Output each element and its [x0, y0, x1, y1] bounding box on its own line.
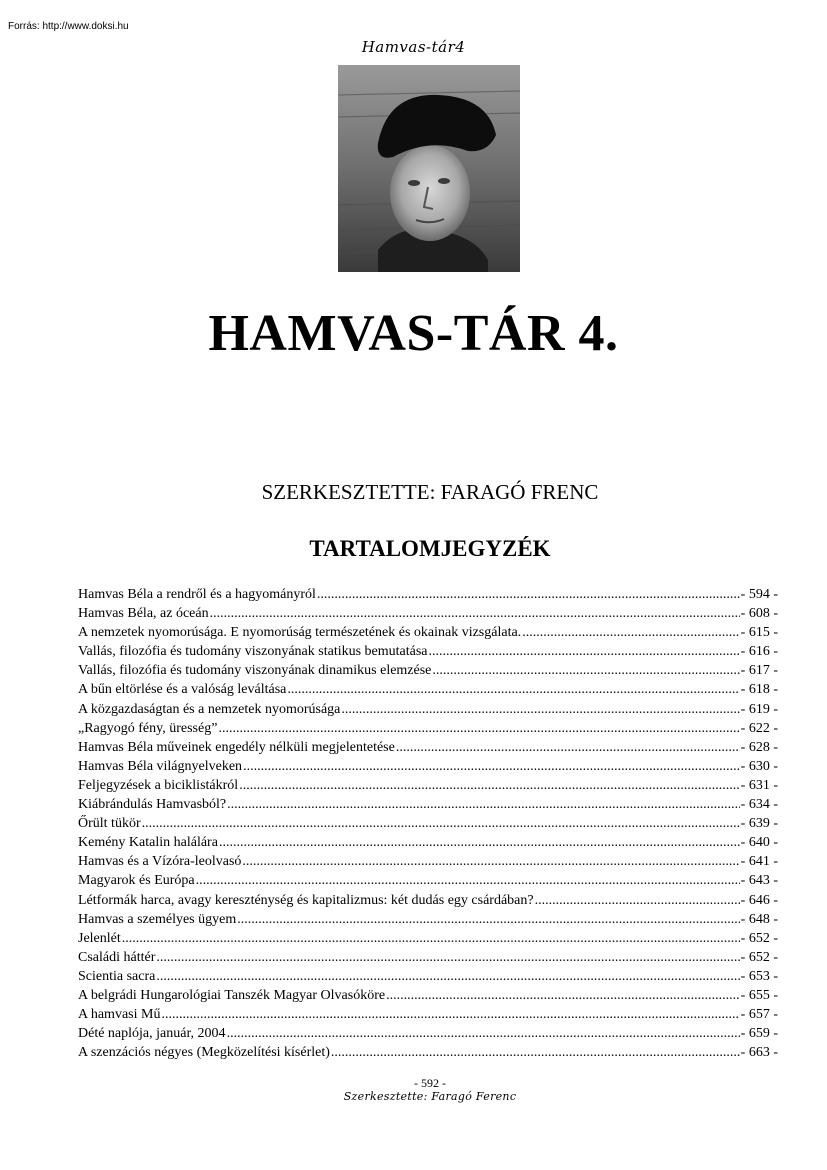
toc-leader-dots — [331, 1043, 740, 1062]
portrait-illustration — [338, 65, 520, 272]
toc-entry-page: - 628 - — [740, 739, 778, 755]
toc-entry-title: Hamvas a személyes ügyem — [78, 911, 237, 927]
toc-entry-page: - 617 - — [740, 663, 778, 679]
toc-entry-title: A hamvasi Mű — [78, 1007, 161, 1023]
toc-entry[interactable] — [78, 700, 778, 719]
toc-leader-dots — [122, 929, 740, 948]
toc-entry-page: - 659 - — [740, 1026, 778, 1042]
toc-entry-page: - 641 - — [740, 854, 778, 870]
toc-leader-dots — [156, 967, 739, 986]
toc-entry-title: Vallás, filozófia és tudomány viszonyának statikus bemutatása — [78, 644, 428, 660]
toc-entry[interactable] — [78, 814, 778, 833]
toc-entry-title: A közgazdaságtan és a nemzetek nyomorúsága — [78, 701, 341, 717]
toc-entry[interactable] — [78, 604, 778, 623]
toc-entry-page: - 631 - — [740, 777, 778, 793]
toc-entry-page: - 608 - — [740, 606, 778, 622]
toc-entry[interactable] — [78, 1024, 778, 1043]
toc-entry[interactable] — [78, 967, 778, 986]
toc-leader-dots — [196, 871, 740, 890]
toc-entry[interactable] — [78, 1043, 778, 1062]
toc-entry[interactable] — [78, 852, 778, 871]
toc-heading: TARTALOMJEGYZÉK — [309, 536, 551, 561]
toc-entry-title: A bűn eltörlése és a valóság leváltása — [78, 682, 287, 698]
toc-entry[interactable] — [78, 910, 778, 929]
toc-entry-title: Feljegyzések a biciklistákról — [78, 777, 239, 793]
toc-entry[interactable] — [78, 871, 778, 890]
running-header: Hamvas-tár4 — [361, 38, 466, 56]
toc-leader-dots — [219, 833, 740, 852]
toc-entry-title: Kiábrándulás Hamvasból? — [78, 797, 227, 813]
toc-entry-page: - 616 - — [740, 644, 778, 660]
toc-entry-title: Hamvas Béla, az óceán — [78, 606, 209, 622]
toc-entry-title: Kemény Katalin halálára — [78, 835, 218, 851]
toc-leader-dots — [396, 738, 740, 757]
toc-entry-title: Dété naplója, január, 2004 — [78, 1026, 226, 1042]
editor-line: SZERKESZTETTE: FARAGÓ FRENC — [261, 480, 599, 504]
toc-entry[interactable] — [78, 738, 778, 757]
toc-entry-page: - 663 - — [740, 1045, 778, 1061]
toc-entry-title: Magyarok és Európa — [78, 873, 195, 889]
toc-leader-dots — [227, 795, 740, 814]
toc-entry-page: - 646 - — [740, 892, 778, 908]
toc-entry-title: Hamvas Béla műveinek engedély nélküli megjelentetése — [78, 739, 395, 755]
toc-leader-dots — [242, 852, 739, 871]
toc-entry-page: - 639 - — [740, 816, 778, 832]
toc-entry-title: A nemzetek nyomorúsága. E nyomorúság természetének és okainak vizsgálata. — [78, 625, 522, 641]
toc-entry-title: Családi háttér — [78, 949, 156, 965]
toc-entry-page: - 655 - — [740, 987, 778, 1003]
toc-entry-page: - 648 - — [740, 911, 778, 927]
toc-entry-page: - 640 - — [740, 835, 778, 851]
toc-leader-dots — [161, 1005, 739, 1024]
toc-entry[interactable] — [78, 642, 778, 661]
toc-leader-dots — [243, 757, 740, 776]
source-note: Forrás: http://www.doksi.hu — [8, 21, 129, 32]
toc-leader-dots — [237, 910, 739, 929]
toc-leader-dots — [429, 642, 740, 661]
toc-entry-page: - 652 - — [740, 949, 778, 965]
toc-leader-dots — [317, 585, 740, 604]
toc-entry-title: A belgrádi Hungarológiai Tanszék Magyar Olvasóköre — [78, 987, 386, 1003]
page-number: - 592 - — [414, 1076, 446, 1090]
toc-entry[interactable] — [78, 585, 778, 604]
toc-entry-page: - 619 - — [740, 701, 778, 717]
toc-entry[interactable] — [78, 948, 778, 967]
toc-entry-title: Őrült tükör — [78, 816, 141, 832]
toc-entry-page: - 634 - — [740, 797, 778, 813]
toc-entry[interactable] — [78, 757, 778, 776]
toc-entry[interactable] — [78, 776, 778, 795]
table-of-contents — [78, 585, 778, 1062]
footer-signature: Szerkesztette: Faragó Ferenc — [343, 1090, 517, 1103]
toc-entry[interactable] — [78, 833, 778, 852]
toc-entry-title: Hamvas Béla világnyelveken — [78, 758, 243, 774]
toc-leader-dots — [386, 986, 740, 1005]
toc-entry-title: Vallás, filozófia és tudomány viszonyának dinamikus elemzése — [78, 663, 432, 679]
toc-entry[interactable] — [78, 680, 778, 699]
toc-entry[interactable] — [78, 661, 778, 680]
toc-entry-title: A szenzációs négyes (Megközelítési kísérlet) — [78, 1045, 330, 1061]
toc-entry[interactable] — [78, 929, 778, 948]
toc-entry[interactable] — [78, 795, 778, 814]
author-portrait-photo — [338, 65, 520, 272]
toc-entry-page: - 615 - — [740, 625, 778, 641]
toc-leader-dots — [535, 891, 740, 910]
toc-entry-title: Scientia sacra — [78, 968, 156, 984]
toc-entry[interactable] — [78, 1005, 778, 1024]
toc-leader-dots — [156, 948, 739, 967]
toc-leader-dots — [218, 719, 739, 738]
toc-leader-dots — [432, 661, 739, 680]
toc-entry[interactable] — [78, 986, 778, 1005]
toc-entry-title: Hamvas és a Vízóra-leolvasó — [78, 854, 242, 870]
toc-entry[interactable] — [78, 891, 778, 910]
toc-entry-title: „Ragyogó fény, üresség” — [78, 720, 218, 736]
toc-leader-dots — [227, 1024, 740, 1043]
toc-entry-page: - 652 - — [740, 930, 778, 946]
toc-leader-dots — [210, 604, 740, 623]
toc-entry-page: - 643 - — [740, 873, 778, 889]
toc-leader-dots — [287, 680, 739, 699]
toc-leader-dots — [142, 814, 740, 833]
toc-entry-page: - 630 - — [740, 758, 778, 774]
toc-entry-page: - 657 - — [740, 1007, 778, 1023]
toc-leader-dots — [239, 776, 739, 795]
toc-entry[interactable] — [78, 719, 778, 738]
main-title: HAMVAS-TÁR 4. — [208, 305, 619, 362]
toc-entry-title: Jelenlét — [78, 930, 121, 946]
toc-leader-dots — [522, 623, 739, 642]
toc-leader-dots — [341, 700, 739, 719]
toc-entry-title: Hamvas Béla a rendről és a hagyományról — [78, 587, 316, 602]
toc-entry-page: - 622 - — [740, 720, 778, 736]
toc-entry-page: - 618 - — [740, 682, 778, 698]
toc-entry-title: Létformák harca, avagy kereszténység és kapitalizmus: két dudás egy csárdában? — [78, 892, 534, 908]
toc-entry-page: - 653 - — [740, 968, 778, 984]
toc-entry[interactable] — [78, 623, 778, 642]
toc-entry-page: - 594 - — [740, 587, 778, 602]
